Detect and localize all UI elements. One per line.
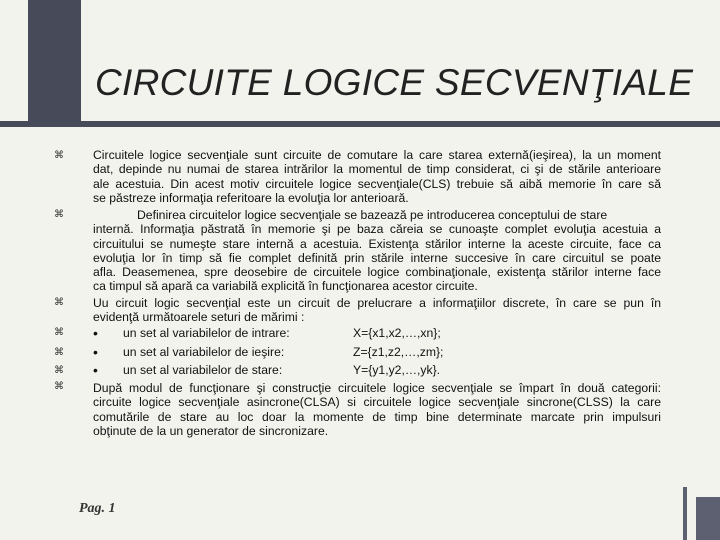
paragraph-internal-state xyxy=(93,208,661,294)
text-line: ale acestuia. Din acest motiv circuitele logice secvenţiale(CLS) trebuie să aibă memorie în care să xyxy=(93,176,661,191)
set-row-outputs xyxy=(93,345,663,360)
title-underline xyxy=(0,121,720,127)
list-bullet: • xyxy=(93,325,98,341)
bullet-icon: ⌘ xyxy=(54,150,64,161)
text-line: comutările de stare au loc doar la momente de timp bine determinate marcate prin impulsuri xyxy=(93,409,661,424)
set-formula: Y={y1,y2,…,yk}. xyxy=(353,363,441,377)
text-line: Circuitele logice secvenţiale sunt circuite de comutare la care starea externă(ieşirea), la un moment xyxy=(93,148,661,162)
text-line: circuitului se numeşte stare internă a acestuia. Existenţa stărilor interne la aceste circuite, face ca xyxy=(93,236,661,251)
paragraph-sets-intro xyxy=(93,296,661,325)
text-line: dat, depinde nu numai de starea intrărilor la momentul de timp considerat, ci şi de stările anterioare xyxy=(93,162,661,177)
text-line: ca timpul să apară ca variabilă explicită în funcţionarea acestor circuite. xyxy=(93,279,478,294)
bullet-icon: ⌘ xyxy=(54,365,64,376)
bullet-icon: ⌘ xyxy=(54,209,64,220)
page-number: Pag. 1 xyxy=(79,501,116,516)
bullet-icon: ⌘ xyxy=(54,381,64,392)
set-label: un set al variabilelor de ieşire: xyxy=(123,345,285,359)
text-line: circuite logice secvenţiale asincrone(CLSA) si circuitele logice secvenţiale sincrone(CLSS) la care xyxy=(93,395,661,410)
text-line-content: Definirea circuitelor logice secvenţiale se bazează pe introducerea conceptului de stare xyxy=(137,208,608,222)
decorative-corner-block xyxy=(28,0,81,123)
decorative-bottom-block xyxy=(696,497,720,540)
list-bullet: • xyxy=(93,362,98,378)
text-line: afla. Deasemenea, spre deosebire de circuitele logice combinaţionale, existenţa stărilor interne face xyxy=(93,265,661,280)
text-line: Uu circuit logic secvenţial este un circuit de prelucrare a informaţiilor discrete, în care se pun în xyxy=(93,296,661,310)
slide-title: CIRCUITE LOGICE SECVENŢIALE xyxy=(95,62,694,103)
text-line: evoluţia lor în timp să fie complet definită prin stările interne succesive în care circuitul se poate xyxy=(93,250,661,265)
set-label: un set al variabilelor de stare: xyxy=(123,363,283,377)
set-row-inputs xyxy=(93,326,663,341)
text-line xyxy=(93,208,661,222)
bullet-icon: ⌘ xyxy=(54,297,64,308)
text-line: obţinute de la un generator de sincronizare. xyxy=(93,423,329,438)
set-formula: Z={z1,z2,…,zm}; xyxy=(353,345,444,359)
paragraph-definition xyxy=(93,148,661,205)
text-line: se păstreze informaţia referitoare la evoluţia lor anterioară. xyxy=(93,190,409,205)
text-line: evidenţă următoarele seturi de mărimi : xyxy=(93,310,305,325)
set-label: un set al variabilelor de intrare: xyxy=(123,326,290,340)
set-row-states xyxy=(93,363,663,378)
bullet-icon: ⌘ xyxy=(54,327,64,338)
text-line: După modul de funcţionare şi construcţie circuitele logice secvenţiale se împart în două categorii: xyxy=(93,381,661,395)
set-formula: X={x1,x2,…,xn}; xyxy=(353,326,441,340)
text-line: internă. Informaţia păstrată în memorie şi pe baza căreia se cunoaşte complet evoluţia acestuia a xyxy=(93,222,661,237)
bullet-icon: ⌘ xyxy=(54,347,64,358)
decorative-bottom-line xyxy=(683,487,687,540)
paragraph-classification xyxy=(93,381,661,438)
list-bullet: • xyxy=(93,344,98,360)
